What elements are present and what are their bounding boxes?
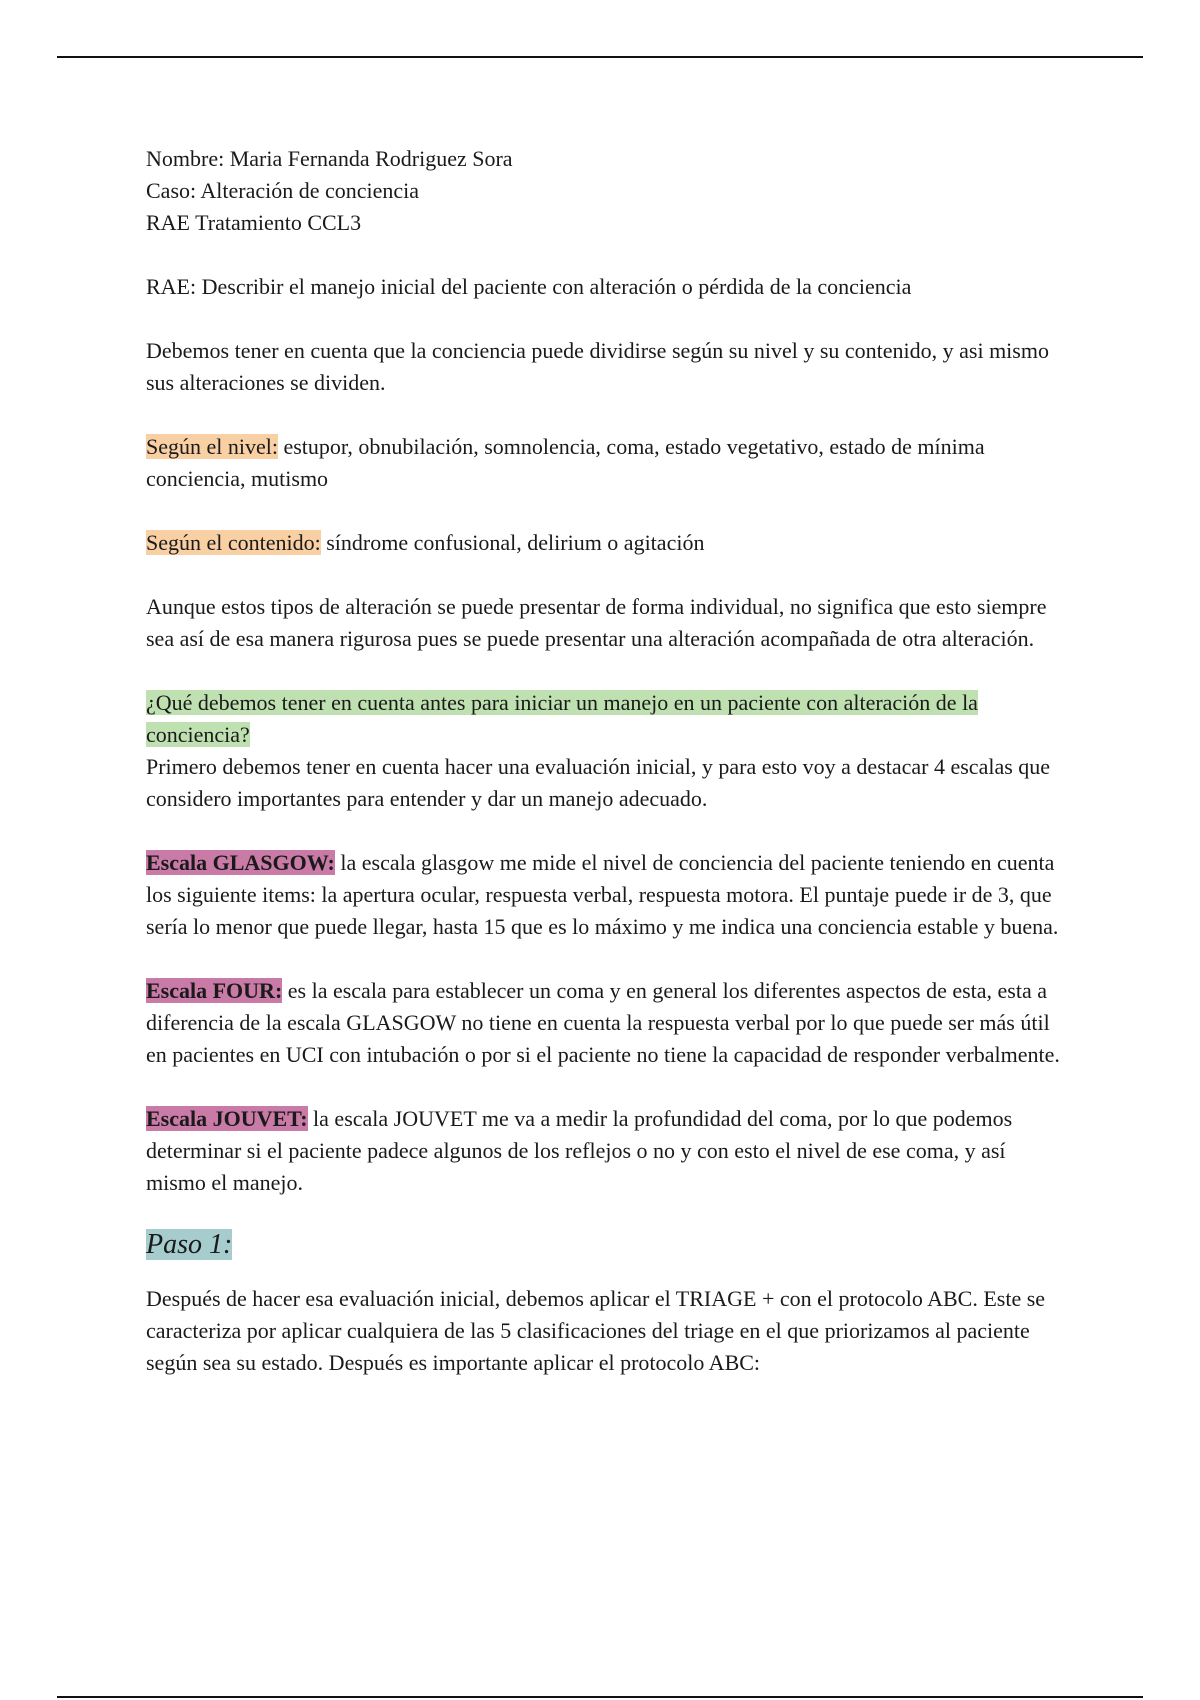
four-label: Escala FOUR: [146, 978, 283, 1003]
rae-statement: RAE: Describir el manejo inicial del paciente con alteración o pérdida de la conciencia [146, 274, 912, 299]
by-content-label: Según el contenido: [146, 530, 321, 555]
jouvet-label: Escala JOUVET: [146, 1106, 308, 1131]
four-text: es la escala para establecer un coma y en general los diferentes aspectos de esta, esta a diferencia de la escala GLASGOW no tiene en cuenta la respuesta verbal por lo que puede ser más útil en pacientes en UCI con intubación o por si el paciente no tiene la capacidad de responder verbalmente. [146, 978, 1060, 1067]
case-line: Caso: Alteración de conciencia [146, 178, 420, 203]
question-text: ¿Qué debemos tener en cuenta antes para iniciar un manejo en un paciente con alteración de la conciencia? [146, 690, 978, 747]
jouvet-paragraph [146, 1103, 1066, 1199]
glasgow-text: la escala glasgow me mide el nivel de conciencia del paciente teniendo en cuenta los siguiente items: la apertura ocular, respuesta verbal, respuesta motora. El puntaje puede ir de 3, que sería lo menor que puede llegar, hasta 15 que es lo máximo y me indica una conciencia estable y buena. [146, 850, 1059, 939]
by-content-paragraph [146, 527, 1066, 559]
by-content-text: síndrome confusional, delirium o agitación [320, 530, 705, 555]
name-line: Nombre: Maria Fernanda Rodriguez Sora [146, 146, 513, 171]
top-rule [57, 56, 1143, 58]
rae-line: RAE Tratamiento CCL3 [146, 210, 362, 235]
step1-heading [146, 1227, 1066, 1263]
step1-title: Paso 1: [146, 1229, 233, 1260]
glasgow-label: Escala GLASGOW: [146, 850, 335, 875]
intro-paragraph: Debemos tener en cuenta que la conciencia puede dividirse según su nivel y su contenido, y asi mismo sus alteraciones se dividen. [146, 338, 1049, 395]
document-body [146, 143, 1066, 1379]
answer-paragraph: Primero debemos tener en cuenta hacer una evaluación inicial, y para esto voy a destacar 4 escalas que considero importantes para entender y dar un manejo adecuado. [146, 754, 1051, 811]
by-level-text: estupor, obnubilación, somnolencia, coma, estado vegetativo, estado de mínima conciencia, mutismo [146, 434, 985, 491]
glasgow-paragraph [146, 847, 1066, 943]
step1-paragraph: Después de hacer esa evaluación inicial, debemos aplicar el TRIAGE + con el protocolo ABC. Este se caracteriza por aplicar cualquiera de las 5 clasificaciones del triage en el que priorizamos al paciente según sea su estado. Después es importante aplicar el protocolo ABC: [146, 1286, 1046, 1375]
by-level-paragraph [146, 431, 1066, 495]
by-level-label: Según el nivel: [146, 434, 278, 459]
question-paragraph [146, 687, 1066, 751]
jouvet-text: la escala JOUVET me va a medir la profundidad del coma, por lo que podemos determinar si el paciente padece algunos de los reflejos o no y con esto el nivel de ese coma, y así mismo el manejo. [146, 1106, 1013, 1195]
bottom-rule [57, 1696, 1143, 1698]
four-paragraph [146, 975, 1066, 1071]
note-paragraph: Aunque estos tipos de alteración se puede presentar de forma individual, no significa que esto siempre sea así de esa manera rigurosa pues se puede presentar una alteración acompañada de otra alteración. [146, 594, 1047, 651]
